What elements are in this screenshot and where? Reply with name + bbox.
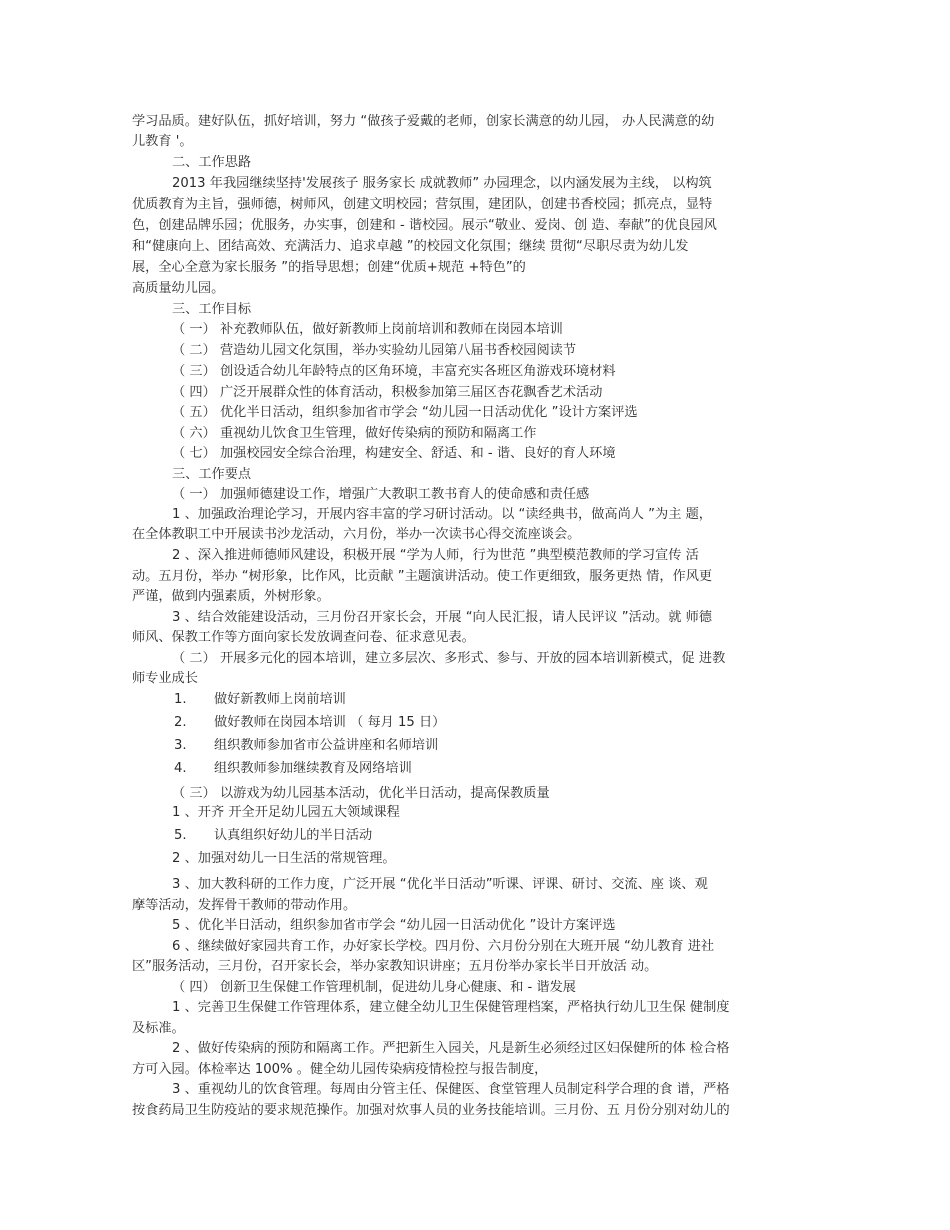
numbered-item — [174, 826, 372, 846]
text-line: 学习品质。建好队伍，抓好培训，努力 “做孩子爱戴的老师，创家长满意的幼儿园， 办人民满意的幼 — [132, 114, 715, 129]
text-line: 3 、加大教科研的工作力度，广泛开展 “优化半日活动”听课、评课、研讨、交流、座 谈、观 — [172, 877, 708, 892]
subsection-heading: （ 四） 创新卫生保健工作管理机制，促进幼儿身心健康、和 - 谐发展 — [172, 980, 576, 995]
text-line: 1 、加强政治理论学习，开展内容丰富的学习研讨活动。以 “读经典书，做高尚人 ”为主 题， — [172, 507, 712, 522]
item-text: 组织教师参加继续教育及网络培训 — [214, 761, 412, 776]
numbered-item — [174, 690, 346, 710]
item-number: 2. — [174, 715, 187, 730]
goal-item: （ 五） 优化半日活动，组织参加省市学会 “幼儿园一日活动优化 ”设计方案评选 — [172, 405, 638, 420]
item-text: 组织教师参加省市公益讲座和名师培训 — [214, 738, 439, 753]
subsection-heading: （ 二） 开展多元化的园本培训，建立多层次、多形式、参与、开放的园本培训新模式，促 进教 — [172, 651, 726, 666]
text-line: 1 、开齐 开全开足幼儿园五大领域课程 — [172, 805, 400, 820]
text-line: 5 、优化半日活动，组织参加省市学会 “幼儿园一日活动优化 ”设计方案评选 — [172, 918, 616, 933]
text-line: 6 、继续做好家园共育工作，办好家长学校。四月份、六月份分别在大班开展 “幼儿教育 进社 — [172, 939, 715, 954]
text-line: 优质教育为主旨，强师德，树师风，创建文明校园；营氛围，建团队，创建书香校园；抓亮点，显特 — [132, 197, 713, 212]
section-heading: 三、工作要点 — [172, 467, 252, 482]
subsection-heading: （ 一） 加强师德建设工作，增强广大教职工教书育人的使命感和责任感 — [172, 487, 590, 502]
numbered-item — [174, 736, 438, 756]
goal-item: （ 一） 补充教师队伍，做好新教师上岗前培训和教师在岗园本培训 — [172, 322, 563, 337]
text-line: 2 、深入推进师德师风建设，积极开展 “学为人师，行为世范 ”典型模范教师的学习宣传 活 — [172, 548, 699, 563]
goal-item: （ 二） 营造幼儿园文化氛围，举办实验幼儿园第八届书香校园阅读节 — [172, 343, 577, 358]
text-line: 摩等活动，发挥骨干教师的带动作用。 — [132, 898, 357, 913]
item-text: 做好新教师上岗前培训 — [214, 692, 346, 707]
text-line: 展，全心全意为家长服务 ”的指导思想；创建“优质+规范 +特色”的 — [132, 260, 526, 275]
text-line: 2013 年我园继续坚持'发展孩子 服务家长 成就教师” 办园理念，以内涵发展为主线， 以构筑 — [172, 176, 712, 191]
goal-item: （ 四） 广泛开展群众性的体育活动，积极参加第三届区杏花飘香艺术活动 — [172, 385, 603, 400]
text-line: 区”服务活动，三月份，召开家长会，举办家教知识讲座；五月份举办家长半日开放活 动。 — [132, 959, 658, 974]
text-line: 和“健康向上、团结高效、充满活力、追求卓越 ”的校园文化氛围；继续 贯彻“尽职尽责为幼儿发 — [132, 239, 689, 254]
text-line: 按食药局卫生防疫站的要求规范操作。加强对炊事人员的业务技能培训。三月份、五 月份分别对幼儿的 — [132, 1103, 730, 1118]
item-number: 3. — [174, 738, 187, 753]
goal-item: （ 六） 重视幼儿饮食卫生管理，做好传染病的预防和隔离工作 — [172, 426, 537, 441]
text-line: 严谨，做到内强素质，外树形象。 — [132, 589, 330, 604]
text-line: 高质量幼儿园。 — [132, 281, 225, 296]
item-number: 5. — [174, 828, 187, 843]
item-number: 1. — [174, 692, 187, 707]
goal-item: （ 三） 创设适合幼儿年龄特点的区角环境，丰富充实各班区角游戏环境材料 — [172, 364, 616, 379]
text-line: 3 、结合效能建设活动，三月份召开家长会，开展 “向人民汇报，请人民评议 ”活动。就 师德 — [172, 610, 712, 625]
section-heading: 二、工作思路 — [172, 155, 252, 170]
text-line: 师专业成长 — [132, 671, 198, 686]
text-line: 方可入园。体检率达 100% 。健全幼儿园传染病疫情检控与报告制度， — [132, 1062, 548, 1077]
goal-item: （ 七） 加强校园安全综合治理，构建安全、舒适、和 - 谐、良好的育人环境 — [172, 446, 616, 461]
item-number: 4. — [174, 761, 187, 776]
item-text: 做好教师在岗园本培训 （ 每月 15 日） — [214, 715, 446, 730]
numbered-item — [174, 759, 412, 779]
section-heading: 三、工作目标 — [172, 302, 252, 317]
text-line: 儿教育 '。 — [132, 134, 193, 149]
text-line: 1 、完善卫生保健工作管理体系，建立健全幼儿卫生保健管理档案，严格执行幼儿卫生保 健制度 — [172, 1000, 730, 1015]
text-line: 色，创建品牌乐园；优服务，办实事，创建和 - 谐校园。展示“敬业、爱岗、创 造、奉献”的优良园风 — [132, 218, 717, 233]
text-line: 在全体教职工中开展读书沙龙活动，六月份，举办一次读书心得交流座谈会。 — [132, 527, 581, 542]
text-line: 2 、加强对幼儿一日生活的常规管理。 — [172, 851, 396, 866]
text-line: 动。五月份，举办 “树形象，比作风，比贡献 ”主题演讲活动。使工作更细致，服务更热 情，作风更 — [132, 569, 713, 584]
text-line: 2 、做好传染病的预防和隔离工作。严把新生入园关，凡是新生必须经过区妇保健所的体 检合格 — [172, 1041, 730, 1056]
text-line: 3 、重视幼儿的饮食管理。每周由分管主任、保健医、食堂管理人员制定科学合理的食 谱，严格 — [172, 1082, 730, 1097]
text-line: 及标准。 — [132, 1021, 185, 1036]
subsection-heading: （ 三） 以游戏为幼儿园基本活动，优化半日活动，提高保教质量 — [172, 786, 550, 801]
text-line: 师风、保教工作等方面向家长发放调查问卷、征求意见表。 — [132, 630, 475, 645]
item-text: 认真组织好幼儿的半日活动 — [214, 828, 373, 843]
numbered-item — [174, 713, 445, 733]
